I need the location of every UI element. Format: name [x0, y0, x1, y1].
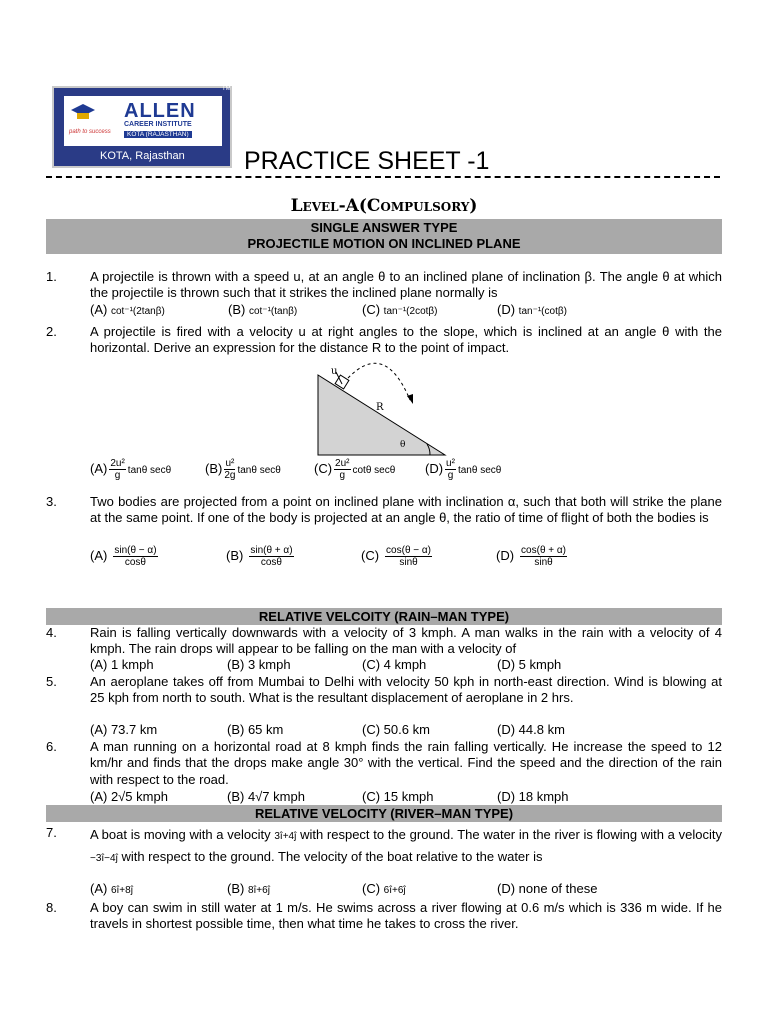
question-number: 2. — [46, 324, 57, 339]
distance-label-r: R — [376, 402, 384, 413]
option-d: (D) $\frac{\text{u²}}{g}$ tanθ secθ — [425, 458, 502, 481]
option-b: (B) 8î+6ĵ — [227, 881, 270, 896]
question-number: 1. — [46, 269, 57, 284]
option-b: (B) $\frac{\text{u²}}{2g}$ tanθ secθ — [205, 458, 281, 481]
dashed-divider — [46, 176, 720, 181]
option-c: (C) 50.6 km — [362, 722, 430, 737]
velocity-label-u: u — [331, 366, 338, 377]
option-a: (A) cot⁻¹(2tanβ) — [90, 302, 165, 317]
option-c: (C) tan⁻¹(2cotβ) — [362, 302, 438, 317]
option-c: (C) $\frac{\text{2u²}}{g}$ cotθ secθ — [314, 458, 396, 481]
question-text: A man running on a horizontal road at 8 kmph finds the rain falling vertically. He increase the speed to 12 km/hr and finds that the drops make angle 30° with the vertical. Find the speed and the direction of the rain with respect to the road. — [90, 739, 722, 787]
section-band-projectile — [46, 219, 722, 254]
option-a: (A) 73.7 km — [90, 722, 158, 737]
question-number: 6. — [46, 739, 57, 754]
logo-name: ALLEN — [124, 100, 196, 122]
logo-city: KOTA, Rajasthan — [100, 150, 185, 162]
option-a: (A) 2√5 kmph — [90, 789, 168, 804]
option-b: (B) cot⁻¹(tanβ) — [228, 302, 298, 317]
section-band-river-man: RELATIVE VELOCITY (RIVER–MAN TYPE) — [46, 805, 722, 822]
trademark: TM — [222, 86, 231, 92]
option-c: (C) $\frac{\cos(\theta - \alpha)}{\sin\theta}$ — [361, 545, 432, 568]
band-line-2: PROJECTILE MOTION ON INCLINED PLANE — [247, 236, 521, 251]
option-a: (A) $\frac{\sin(\theta - \alpha)}{\cos\theta}$ — [90, 545, 157, 568]
incline-diagram — [300, 360, 460, 460]
option-b: (B) 65 km — [227, 722, 284, 737]
question-text: Two bodies are projected from a point on inclined plane with inclination α, such that both will strike the plane at the same point. If one of the body is projected at an angle θ, the ratio of time of flight of both the bodies is — [90, 494, 722, 526]
question-number: 5. — [46, 674, 57, 689]
page-title: PRACTICE SHEET -1 — [244, 147, 490, 175]
option-d: (D) 5 kmph — [497, 657, 562, 672]
vector-boat: 3î+4ĵ — [274, 831, 297, 842]
option-d: (D) tan⁻¹(cotβ) — [497, 302, 567, 317]
logo-tagline: path to success — [69, 129, 111, 135]
question-text: A boat is moving with a velocity 3î+4ĵ with respect to the ground. The water in the river is flowing with a velocity −3î−4ĵ with respect to the ground. The velocity of the boat relative to the water is — [90, 827, 722, 864]
option-b: (B) 4√7 kmph — [227, 789, 305, 804]
question-number: 7. — [46, 825, 57, 840]
option-d: (D) 18 kmph — [497, 789, 569, 804]
option-d: (D) 44.8 km — [497, 722, 565, 737]
option-c: (C) 6î+6ĵ — [362, 881, 406, 896]
graduation-cap-icon — [70, 102, 96, 124]
option-a: (A) 1 kmph — [90, 657, 154, 672]
option-a: (A) 6î+8ĵ — [90, 881, 133, 896]
option-b: (B) $\frac{\sin(\theta + \alpha)}{\cos\theta}$ — [226, 545, 293, 568]
option-c: (C) 4 kmph — [362, 657, 427, 672]
question-number: 8. — [46, 900, 57, 915]
question-number: 4. — [46, 625, 57, 640]
vector-water: −3î−4ĵ — [90, 852, 118, 864]
question-text: Rain is falling vertically downwards with a velocity of 3 kmph. A man walks in the rain with a velocity of 4 kmph. The rain drops will appear to be falling on the man with a velocity of — [90, 625, 722, 657]
logo-kota: KOTA (RAJASTHAN) — [124, 131, 192, 138]
question-text: A boy can swim in still water at 1 m/s. He swims across a river flowing at 0.6 m/s which is 336 m wide. If he travels in shortest possible time, then what time he takes to cross the river. — [90, 900, 722, 932]
logo-panel — [64, 96, 222, 146]
option-b: (B) 3 kmph — [227, 657, 291, 672]
level-heading: Level-A(Compulsory) — [290, 196, 478, 216]
question-text: A projectile is fired with a velocity u at right angles to the slope, which is inclined at an angle θ with the horizontal. Derive an expression for the distance R to the point of impact. — [90, 324, 722, 356]
question-text: An aeroplane takes off from Mumbai to Delhi with velocity 50 kph in north-east direction. Wind is blowing at 25 kph from north to south. What is the resultant displacement of aeroplane in 2 hrs. — [90, 674, 722, 706]
angle-label-theta: θ — [400, 440, 406, 450]
option-d: (D) none of these — [497, 881, 598, 896]
logo-subtitle: CAREER INSTITUTE — [124, 121, 192, 128]
option-a: (A) $\frac{\text{2u²}}{g}$ tanθ secθ — [90, 458, 172, 481]
option-c: (C) 15 kmph — [362, 789, 434, 804]
question-text: A projectile is thrown with a speed u, at an angle θ to an inclined plane of inclination β. The angle θ at which the projectile is thrown such that it strikes the inclined plane normally is — [90, 269, 722, 301]
band-line-1: SINGLE ANSWER TYPE — [310, 220, 458, 235]
question-number: 3. — [46, 494, 57, 509]
allen-logo — [52, 86, 232, 168]
option-d: (D) $\frac{\cos(\theta + \alpha)}{\sin\theta}$ — [496, 545, 567, 568]
section-band-rain-man: RELATIVE VELCOITY (RAIN–MAN TYPE) — [46, 608, 722, 625]
